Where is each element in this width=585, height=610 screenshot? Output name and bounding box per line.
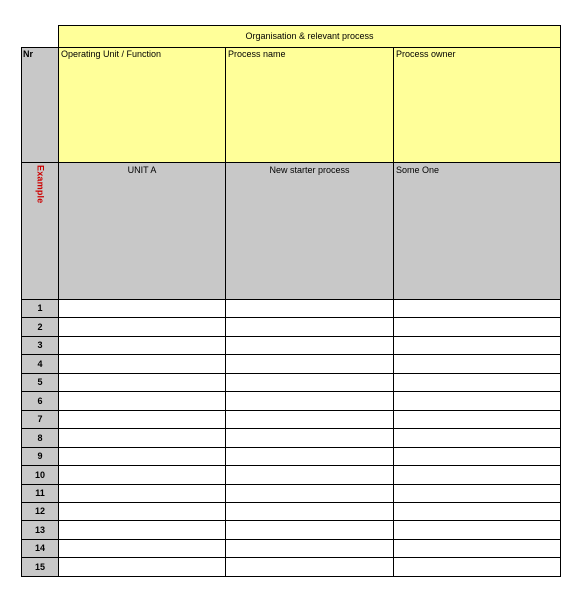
row-number-text: 4 — [37, 358, 43, 369]
row-number — [21, 428, 59, 448]
cell-process-owner[interactable] — [393, 391, 561, 411]
cell-process-owner[interactable] — [393, 539, 561, 558]
example-label-cell — [21, 162, 59, 300]
group-header — [58, 25, 561, 48]
cell-operating-unit[interactable] — [58, 410, 226, 429]
nr-header — [21, 47, 59, 163]
cell-operating-unit[interactable] — [58, 391, 226, 411]
cell-process-owner[interactable] — [393, 465, 561, 485]
row-number — [21, 502, 59, 521]
cell-process-owner[interactable] — [393, 557, 561, 577]
cell-operating-unit[interactable] — [58, 465, 226, 485]
row-number — [21, 317, 59, 337]
row-number — [21, 410, 59, 429]
example-value: New starter process — [269, 165, 350, 175]
cell-process-owner[interactable] — [393, 317, 561, 337]
cell-process-name[interactable] — [225, 428, 394, 448]
cell-process-name[interactable] — [225, 557, 394, 577]
cell-process-owner[interactable] — [393, 410, 561, 429]
cell-process-owner[interactable] — [393, 354, 561, 374]
row-number — [21, 373, 59, 392]
row-number — [21, 557, 59, 577]
row-number-text: 7 — [37, 414, 43, 424]
column-header-operating-unit — [58, 47, 226, 163]
column-header-process-owner — [393, 47, 561, 163]
cell-operating-unit[interactable] — [58, 520, 226, 540]
row-number-text: 1 — [37, 303, 43, 313]
row-number — [21, 465, 59, 485]
row-number-text: 11 — [35, 488, 45, 498]
cell-operating-unit[interactable] — [58, 502, 226, 521]
cell-operating-unit[interactable] — [58, 336, 226, 355]
example-label: Example — [35, 165, 46, 204]
row-number — [21, 336, 59, 355]
example-process-name[interactable] — [225, 162, 394, 300]
row-number — [21, 391, 59, 411]
cell-operating-unit[interactable] — [58, 354, 226, 374]
cell-process-owner[interactable] — [393, 336, 561, 355]
cell-operating-unit[interactable] — [58, 299, 226, 318]
cell-process-name[interactable] — [225, 299, 394, 318]
row-number-text: 8 — [37, 432, 43, 443]
cell-process-name[interactable] — [225, 484, 394, 503]
column-header-process-name — [225, 47, 394, 163]
column-header-text: Operating Unit / Function — [61, 49, 162, 59]
row-number-text: 14 — [34, 543, 45, 553]
example-process-owner[interactable] — [393, 162, 561, 300]
cell-process-owner[interactable] — [393, 299, 561, 318]
example-value: Some One — [396, 165, 440, 175]
cell-operating-unit[interactable] — [58, 373, 226, 392]
row-number-text: 9 — [37, 451, 43, 461]
cell-operating-unit[interactable] — [58, 317, 226, 337]
row-number-text: 15 — [34, 561, 45, 572]
row-number — [21, 447, 59, 466]
cell-operating-unit[interactable] — [58, 484, 226, 503]
row-number-text: 6 — [37, 395, 43, 406]
cell-process-name[interactable] — [225, 410, 394, 429]
row-number — [21, 520, 59, 540]
row-number — [21, 299, 59, 318]
row-number-text: 2 — [37, 321, 43, 332]
cell-operating-unit[interactable] — [58, 428, 226, 448]
cell-process-name[interactable] — [225, 520, 394, 540]
cell-process-name[interactable] — [225, 336, 394, 355]
cell-process-owner[interactable] — [393, 484, 561, 503]
column-header-text: Process name — [228, 49, 286, 59]
row-number — [21, 539, 59, 558]
cell-process-owner[interactable] — [393, 520, 561, 540]
row-number — [21, 484, 59, 503]
cell-process-owner[interactable] — [393, 447, 561, 466]
cell-operating-unit[interactable] — [58, 539, 226, 558]
cell-process-name[interactable] — [225, 539, 394, 558]
group-header-text: Organisation & relevant process — [245, 31, 374, 41]
column-header-text: Process owner — [396, 49, 456, 59]
cell-operating-unit[interactable] — [58, 447, 226, 466]
row-number-text: 5 — [37, 377, 43, 387]
cell-process-name[interactable] — [225, 502, 394, 521]
cell-process-owner[interactable] — [393, 502, 561, 521]
row-number — [21, 354, 59, 374]
cell-process-owner[interactable] — [393, 428, 561, 448]
cell-process-name[interactable] — [225, 317, 394, 337]
cell-operating-unit[interactable] — [58, 557, 226, 577]
example-operating-unit[interactable] — [58, 162, 226, 300]
cell-process-name[interactable] — [225, 465, 394, 485]
cell-process-name[interactable] — [225, 354, 394, 374]
example-value: UNIT A — [127, 165, 157, 175]
nr-header-text: Nr — [23, 49, 34, 59]
row-number-text: 12 — [34, 506, 45, 516]
cell-process-name[interactable] — [225, 447, 394, 466]
row-number-text: 10 — [34, 469, 45, 480]
cell-process-name[interactable] — [225, 391, 394, 411]
row-number-text: 13 — [34, 524, 45, 535]
row-number-text: 3 — [37, 340, 43, 350]
cell-process-name[interactable] — [225, 373, 394, 392]
cell-process-owner[interactable] — [393, 373, 561, 392]
